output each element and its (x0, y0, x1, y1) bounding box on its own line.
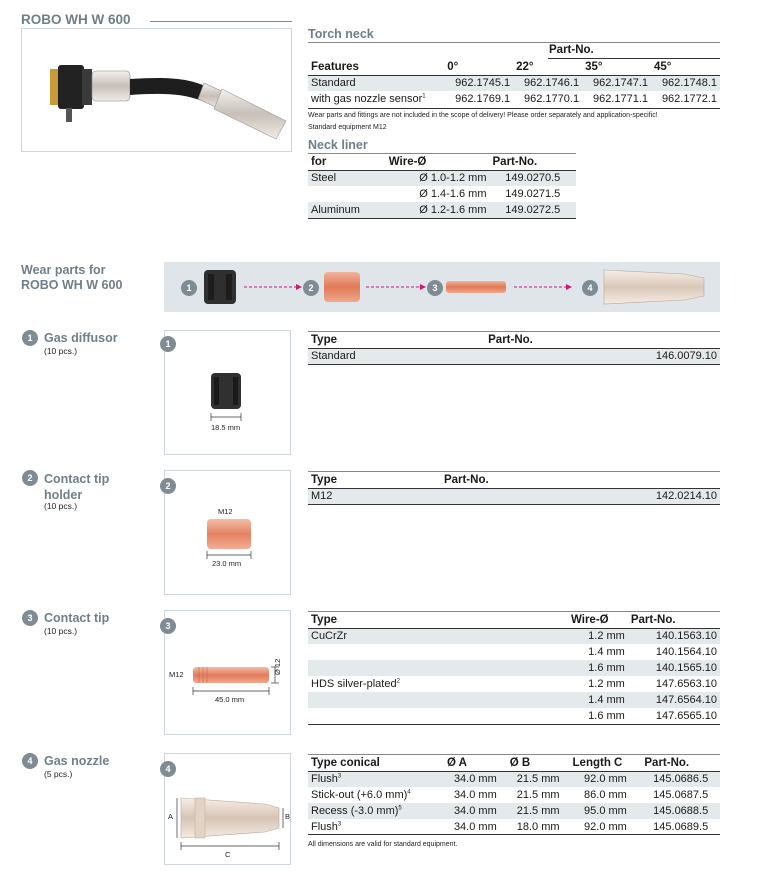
table-row: Ø 1.4-1.6 mm 149.0271.5 (419, 188, 561, 200)
wear-parts-banner (164, 262, 720, 312)
part-cell: 962.1748.1 (651, 75, 720, 91)
gas-diffusor-title: Gas diffusor (44, 331, 118, 345)
gas-diffusor-image-box (164, 330, 291, 455)
torch-neck-table (308, 59, 720, 107)
wear-parts-title: Wear parts for ROBO WH W 600 (21, 263, 123, 292)
gas-diffusor-table (308, 332, 720, 364)
table-row: 1.6 mm 140.1565.10 (308, 660, 720, 676)
table-row: Standard 146.0079.10 (308, 348, 720, 364)
contact-tip-title: Contact tip (44, 611, 110, 625)
col-b: Ø B (507, 755, 570, 771)
table-row: Flush$^3$ 34.0 mm 18.0 mm 92.0 mm 145.0689.5 (311, 821, 709, 833)
col-c: Length C (570, 755, 642, 771)
gas-nozzle-table (308, 755, 720, 835)
contact-tip-holder-bottom-rule (308, 504, 720, 505)
part-cell: 962.1745.1 (444, 75, 513, 91)
contact-tip-holder-image-box (164, 470, 291, 595)
col-35deg: 35° (582, 59, 651, 75)
table-row: Aluminum Ø 1.2-1.6 mm 149.0272.5 (308, 202, 576, 218)
gas-nozzle-image-box (164, 753, 291, 865)
contact-tip-table (308, 612, 720, 724)
part-cell: 962.1746.1 (513, 75, 582, 91)
gas-nozzle-dim-b: B (285, 812, 291, 821)
col-partno: Part-No. (641, 755, 720, 771)
gas-nozzle-bottom-rule (308, 834, 720, 835)
col-partno: Part-No. (628, 612, 720, 628)
banner-badge-2: 2 (303, 280, 319, 296)
table-row: CuCrZr 1.2 mm 140.1563.10 (308, 628, 720, 644)
col-for: for (308, 154, 386, 170)
gas-diffusor-illustration (165, 331, 292, 456)
contact-tip-holder-image-badge: 2 (160, 478, 176, 494)
torch-neck-note1: Wear parts and fittings are not included in the scope of delivery! Please order separately and application-specific! (308, 112, 658, 119)
contact-tip-bottom-rule (308, 724, 720, 725)
contact-tip-holder-qty: (10 pcs.) (44, 501, 78, 511)
contact-tip-holder-illustration (165, 471, 292, 596)
table-row: 1.6 mm 147.6565.10 (588, 710, 717, 722)
table-row: Flush$^3$ 34.0 mm 21.5 mm 92.0 mm 145.0686.5 (308, 771, 720, 787)
col-wire: Wire-Ø (386, 154, 490, 170)
table-row: Steel Ø 1.0-1.2 mm 149.0270.5 (308, 170, 576, 186)
feature-cell: Standard (308, 75, 444, 91)
table-row: M12 142.0214.10 (308, 488, 720, 504)
col-45deg: 45° (651, 59, 720, 75)
col-partno: Part-No. (490, 154, 577, 170)
part-cell: 962.1747.1 (582, 75, 651, 91)
col-type: Type (308, 332, 485, 348)
neck-liner-table (308, 154, 576, 218)
torch-image-box (21, 28, 292, 152)
banner-badge-1: 1 (181, 280, 197, 296)
feature-cell: with gas nozzle sensor$^1$ (311, 93, 426, 105)
part-cell: 962.1771.1 (592, 93, 649, 105)
gas-diffusor-qty: (10 pcs.) (44, 346, 78, 356)
neck-liner-bottom-rule (308, 218, 576, 219)
gas-nozzle-footnote: All dimensions are valid for standard equipment. (308, 841, 458, 848)
section-badge-1: 1 (22, 330, 38, 346)
table-row (308, 75, 720, 91)
contact-tip-dim-length: 45.0 mm (215, 695, 245, 704)
contact-tip-qty: (10 pcs.) (44, 626, 78, 636)
torch-neck-rule (308, 42, 720, 43)
torch-neck-note2: Standard equipment M12 (308, 124, 387, 131)
table-row: 1.4 mm 147.6564.10 (308, 692, 720, 708)
contact-tip-image-box (164, 610, 291, 735)
gas-diffusor-image-badge: 1 (160, 336, 176, 352)
col-wire: Wire-Ø (568, 612, 628, 628)
contact-tip-thread: M12 (169, 670, 184, 679)
col-0deg: 0° (444, 59, 513, 75)
col-partno: Part-No. (485, 332, 720, 348)
contact-tip-holder-table (308, 472, 720, 504)
contact-tip-holder-title: Contact tip holder (44, 472, 110, 502)
contact-tip-image-badge: 3 (160, 618, 176, 634)
table-row: Stick-out (+6.0 mm)$^4$ 34.0 mm 21.5 mm 86.0 mm 145.0687.5 (311, 789, 709, 801)
contact-tip-holder-thread: M12 (218, 507, 233, 516)
contact-tip-dim-diameter: Ø 12 (273, 658, 282, 675)
gas-nozzle-title: Gas nozzle (44, 754, 110, 768)
banner-badge-4: 4 (582, 280, 598, 296)
gas-diffusor-dim: 18.5 mm (211, 423, 241, 432)
col-type: Type (308, 472, 441, 488)
section-badge-3: 3 (22, 610, 38, 626)
col-type: Type (308, 612, 568, 628)
col-type: Type conical (308, 755, 444, 771)
gas-nozzle-image-badge: 4 (160, 761, 176, 777)
table-row: 1.4 mm 140.1564.10 (588, 646, 717, 658)
part-cell: 962.1772.1 (661, 93, 717, 105)
banner-badge-3: 3 (427, 280, 443, 296)
gas-nozzle-qty: (5 pcs.) (44, 769, 73, 779)
gas-diffusor-bottom-rule (308, 364, 720, 365)
torch-neck-partno-label: Part-No. (549, 44, 594, 56)
part-cell: 962.1770.1 (524, 93, 580, 105)
torch-neck-bottom-rule (308, 108, 720, 109)
col-partno: Part-No. (441, 472, 720, 488)
col-a: Ø A (444, 755, 507, 771)
neck-liner-title: Neck liner (308, 138, 368, 152)
page-title: ROBO WH W 600 (21, 12, 131, 27)
table-row: Recess (-3.0 mm)$^5$ 34.0 mm 21.5 mm 95.0 mm 145.0688.5 (308, 803, 720, 819)
gas-nozzle-dim-c: C (225, 850, 231, 859)
section-badge-4: 4 (22, 753, 38, 769)
part-cell: 962.1769.1 (455, 93, 511, 105)
section-badge-2: 2 (22, 470, 38, 486)
table-row (308, 91, 720, 107)
table-row: HDS silver-plated$^2$ 1.2 mm 147.6563.10 (311, 678, 717, 690)
title-rule (150, 21, 292, 22)
contact-tip-holder-dim: 23.0 mm (212, 559, 242, 568)
torch-illustration (22, 29, 293, 153)
col-22deg: 22° (513, 59, 582, 75)
torch-neck-title: Torch neck (308, 27, 374, 41)
gas-nozzle-dim-a: A (168, 812, 174, 821)
col-features: Features (308, 59, 444, 75)
